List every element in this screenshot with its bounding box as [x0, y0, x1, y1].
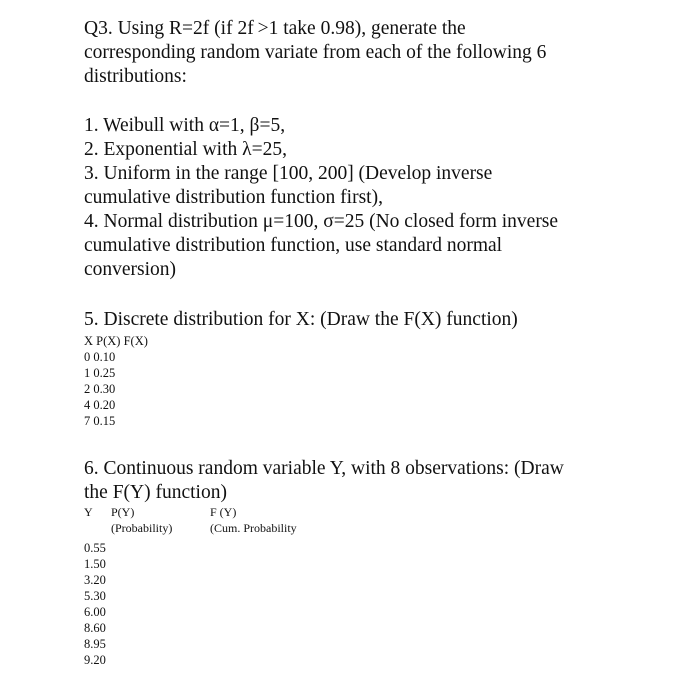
item-line-5: 4. Normal distribution μ=100, σ=25 (No closed form inverse [84, 211, 559, 232]
continuous-col-fy: F (Y) [210, 505, 237, 519]
continuous-value: 8.60 [84, 621, 106, 635]
item-line-4: cumulative distribution function first), [84, 187, 383, 208]
item-line-1: 1. Weibull with α=1, β=5, [84, 115, 286, 136]
discrete-row: 2 0.30 [84, 382, 116, 396]
item-line-2: 2. Exponential with λ=25, [84, 139, 287, 160]
discrete-table [84, 349, 115, 429]
discrete-row: 0 0.10 [84, 350, 116, 364]
continuous-title-line-2: the F(Y) function) [84, 482, 227, 503]
question-line-1: Q3. Using R=2f (if 2f >1 take 0.98), generate the [84, 18, 466, 39]
question-line-3: distributions: [84, 66, 187, 87]
continuous-values [84, 540, 106, 668]
continuous-value: 1.50 [84, 557, 106, 571]
discrete-header: X P(X) F(X) [84, 334, 148, 348]
continuous-value: 9.20 [84, 653, 106, 667]
continuous-value: 8.95 [84, 637, 106, 651]
continuous-col-py: P(Y) [111, 505, 135, 519]
continuous-col-py-sub: (Probability) [111, 521, 173, 535]
discrete-row: 7 0.15 [84, 414, 116, 428]
discrete-row: 1 0.25 [84, 366, 116, 380]
discrete-title: 5. Discrete distribution for X: (Draw the F(X) function) [84, 309, 518, 330]
question-line-2: corresponding random variate from each of the following 6 [84, 42, 547, 63]
continuous-title-line-1: 6. Continuous random variable Y, with 8 observations: (Draw [84, 458, 564, 479]
continuous-value: 6.00 [84, 605, 106, 619]
continuous-col-y: Y [84, 505, 93, 519]
discrete-row: 4 0.20 [84, 398, 116, 412]
item-line-3: 3. Uniform in the range [100, 200] (Develop inverse [84, 163, 493, 184]
continuous-value: 5.30 [84, 589, 106, 603]
continuous-value: 0.55 [84, 541, 106, 555]
item-line-7: conversion) [84, 259, 177, 280]
continuous-col-fy-sub: (Cum. Probability [210, 521, 297, 535]
continuous-value: 3.20 [84, 573, 106, 587]
item-line-6: cumulative distribution function, use standard normal [84, 235, 503, 256]
